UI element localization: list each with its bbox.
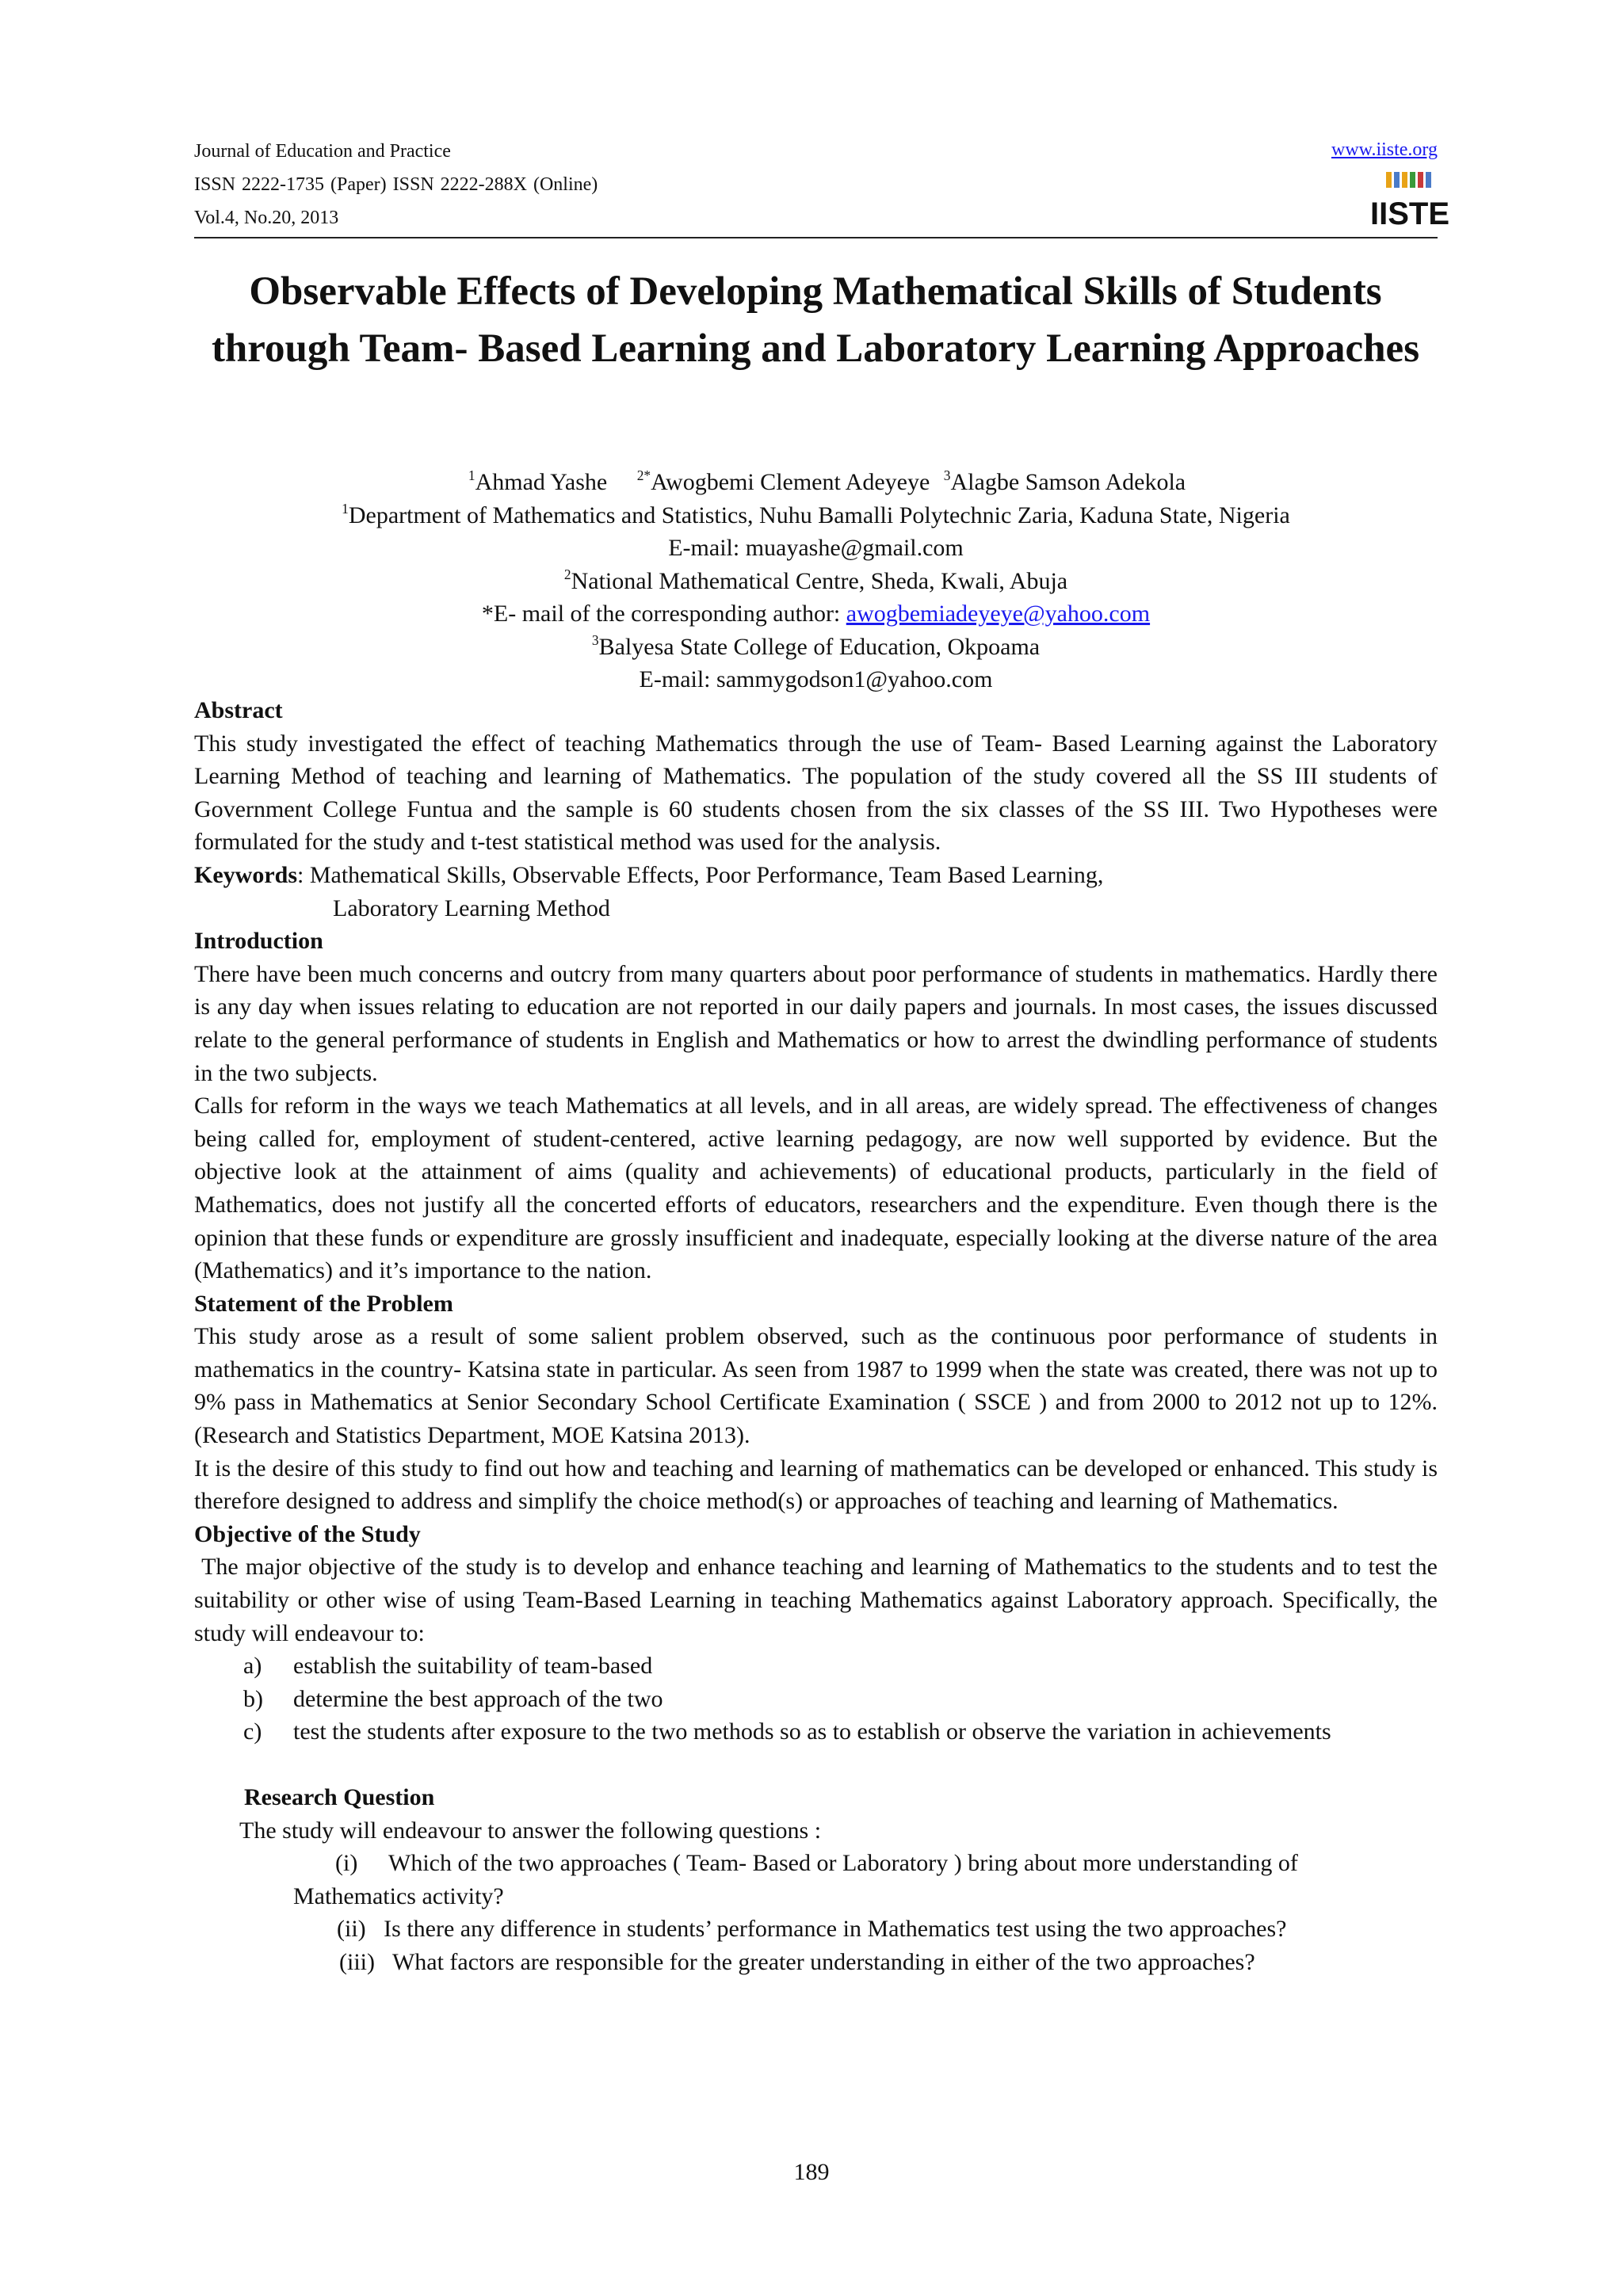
page-number: 189	[793, 2159, 830, 2185]
body-text	[194, 694, 1444, 1979]
iiste-logo	[1369, 170, 1450, 231]
introduction-paragraph-2: Calls for reform in the ways we teach Mathematics at all levels, and in all areas, are widely spread. The effectiveness of changes being called for, employment of student-centered, active learning pedagogy, are now well supported by evidence. But the objective look at the attainment of aims (quality and achievements) of educational products, particularly in the field of Mathematics, does not justify all the concerted efforts of educators, researchers and the expenditure. Even though there is the opinion that these funds or expenditure are grossly insufficient and inadequate, especially looking at the diverse nature of the area (Mathematics) and it’s importance to the nation.	[194, 1093, 1438, 1284]
author-1: Ahmad Yashe	[475, 469, 608, 495]
author-3: Alagbe Samson Adekola	[950, 469, 1186, 495]
abstract-text: This study investigated the effect of teaching Mathematics through the use of Team- Based Learning against the Laboratory Learning Method of teaching and learning of Mathematics. The population of the study covered all the SS III students of Government College Funtua and the sample is 60 students chosen from the six classes of the SS III. Two Hypotheses were formulated for the study and t-test statistical method was used for the analysis.	[194, 730, 1438, 856]
affiliation-3: $^3$Balyesa State College of Education, Okpoama	[591, 631, 1041, 660]
introduction-paragraph-1: There have been much concerns and outcry from many quarters about poor performance of students in mathematics. Hardly there is any day when issues relating to education are not reported in our daily papers and journals. In most cases, the issues discussed relate to the general performance of students in English and Mathematics or how to arrest the dwindling performance of students in the two subjects.	[194, 960, 1438, 1086]
author-2: Awogbemi Clement Adeyeye	[651, 469, 930, 495]
author-line: $^1$Ahmad Yashe $^{2*}$Awogbemi Clement Adeyeye $^3$Alagbe Samson Adekola	[468, 467, 1186, 495]
research-question-1-cont: Mathematics activity?	[293, 1882, 504, 1909]
research-question-2: (ii) Is there any difference in students’ performance in Mathematics test using the two approaches?	[337, 1916, 1287, 1943]
abstract-heading: Abstract	[194, 697, 283, 723]
objective-paragraph: The major objective of the study is to develop and enhance teaching and learning of Mathematics to the students and to test the suitability or other wise of using Team-Based Learning in teaching Mathematics against Laboratory approach. Specifically, the study will endeavour to:	[194, 1554, 1444, 1646]
problem-heading: Statement of the Problem	[194, 1290, 453, 1317]
header-rule	[194, 237, 1438, 238]
research-question-intro: The study will endeavour to answer the following questions :	[239, 1817, 822, 1844]
website-link[interactable]: www.iiste.org	[1331, 139, 1438, 160]
keywords-line: Keywords: Mathematical Skills, Observable Effects, Poor Performance, Team Based Learning,	[194, 861, 1104, 888]
paper-title: Observable Effects of Developing Mathematical Skills of Students through Team- Based Learning and Laboratory Learning Approaches	[211, 269, 1420, 371]
email-1: E-mail: muayashe@gmail.com	[668, 535, 964, 561]
introduction-heading: Introduction	[194, 928, 323, 955]
keywords-line-2: Laboratory Learning Method	[333, 894, 610, 921]
corresponding-email-link[interactable]: awogbemiadeyeye@yahoo.com	[846, 601, 1151, 627]
affiliation-2: $^2$National Mathematical Centre, Sheda, Kwali, Abuja	[563, 566, 1068, 594]
list-item: a) establish the suitability of team-based	[243, 1653, 653, 1680]
email-3: E-mail: sammygodson1@yahoo.com	[639, 666, 993, 692]
issn-line: ISSN 2222-1735 (Paper) ISSN 2222-288X (Online)	[194, 174, 598, 195]
list-item: b) determine the best approach of the two	[243, 1685, 663, 1712]
journal-name: Journal of Education and Practice	[194, 141, 451, 162]
research-question-3: (iii) What factors are responsible for the greater understanding in either of the two approaches?	[339, 1948, 1255, 1975]
research-question-heading: Research Question	[244, 1784, 435, 1810]
problem-paragraph-2: It is the desire of this study to find out how and teaching and learning of mathematics can be developed or enhanced. This study is therefore designed to address and simplify the choice method(s) or approaches of teaching and learning of Mathematics.	[194, 1455, 1438, 1515]
problem-paragraph-1: This study arose as a result of some salient problem observed, such as the continuous poor performance of students in mathematics in the country- Katsina state in particular. As seen from 1987 to 1999 when the state was created, there was not up to 9% pass in Mathematics at Senior Secondary School Certificate Examination ( SSCE ) and from 2000 to 2012 not up to 12%. (Research and Statistics Department, MOE Katsina 2013).	[194, 1323, 1438, 1449]
list-item: c) test the students after exposure to the two methods so as to establish or observe the variation in achievements	[243, 1718, 1331, 1745]
volume-line: Vol.4, No.20, 2013	[194, 208, 339, 228]
corresponding-author: *E- mail of the corresponding author: awogbemiadeyeye@yahoo.com	[481, 601, 1151, 627]
affiliation-1: $^1$Department of Mathematics and Statistics, Nuhu Bamalli Polytechnic Zaria, Kaduna State, Nigeria	[342, 500, 1290, 528]
svg-text:IISTE: IISTE	[1369, 196, 1450, 231]
research-question-1: (i) Which of the two approaches ( Team- Based or Laboratory ) bring about more understanding of	[335, 1850, 1298, 1877]
objective-heading: Objective of the Study	[194, 1520, 421, 1547]
